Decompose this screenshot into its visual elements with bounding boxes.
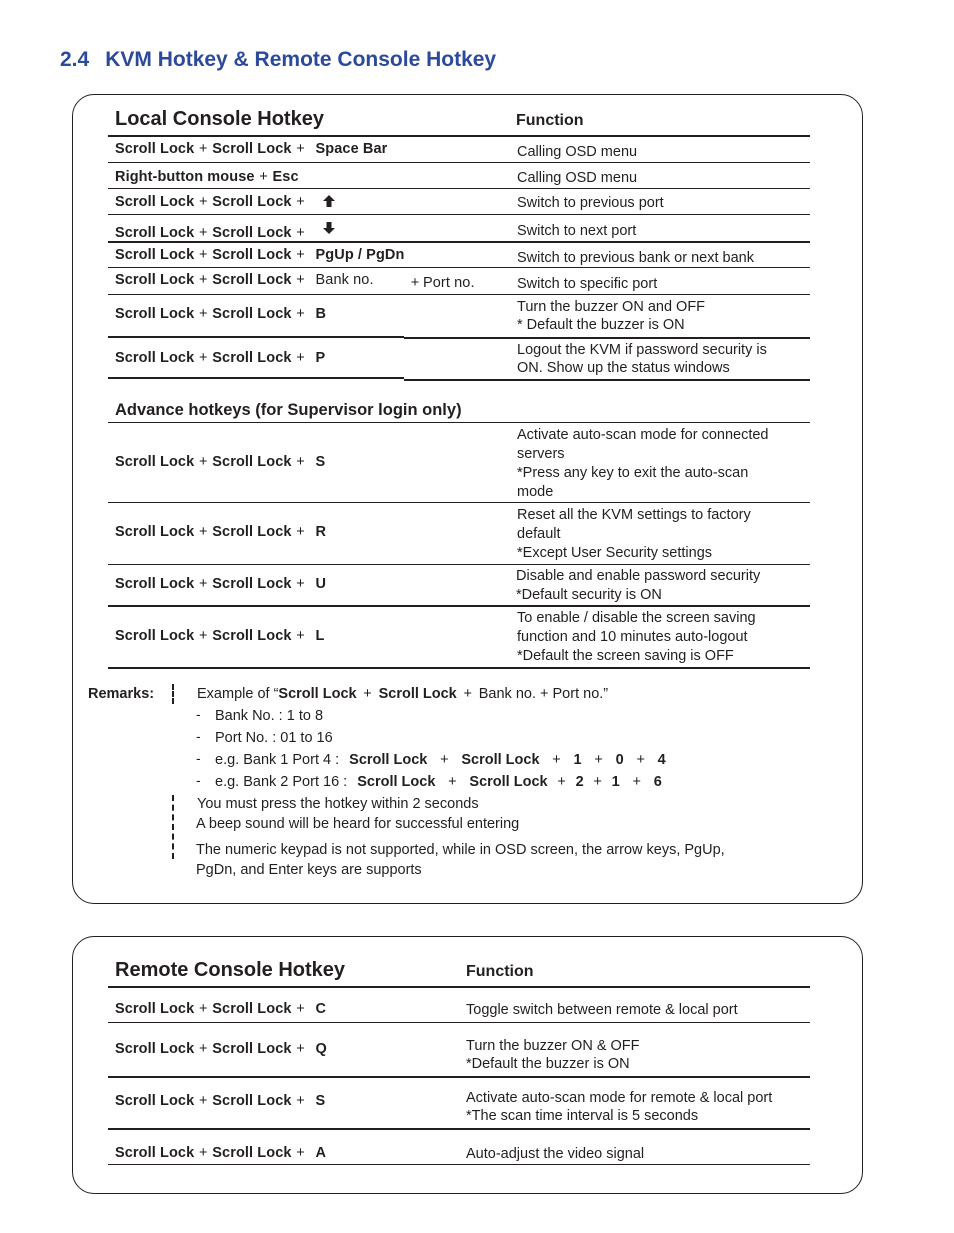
- remote-console-title: Remote Console Hotkey: [115, 959, 346, 981]
- function-text: Turn the buzzer ON & OFF *Default the buzzer is ON: [466, 1038, 640, 1072]
- row-rule: [108, 1022, 810, 1023]
- row-rule: [108, 1164, 810, 1165]
- function-text: Logout the KVM if password security is ON. Show up the status windows: [517, 342, 767, 376]
- remarks-label: Remarks:: [88, 686, 155, 702]
- row-rule: [108, 1076, 810, 1078]
- hotkey-auto-scan: Scroll Lock + Scroll Lock + S: [115, 454, 326, 470]
- hotkey-buzzer: Scroll Lock + Scroll Lock + B: [115, 306, 327, 322]
- function-text: Switch to previous port: [517, 195, 664, 211]
- row-rule: [108, 162, 810, 163]
- hotkey-next-port: Scroll Lock + Scroll Lock +: [115, 221, 336, 241]
- bullet-dash: -: [196, 750, 201, 766]
- function-text: Reset all the KVM settings to factory default *Except User Security settings: [517, 507, 751, 561]
- hotkey-remote-buzzer: Scroll Lock + Scroll Lock + Q: [115, 1041, 327, 1057]
- row-rule: [108, 422, 810, 423]
- arrow-up-icon: [322, 194, 336, 208]
- row-rule: [108, 605, 810, 607]
- local-console-title: Local Console Hotkey: [115, 108, 324, 130]
- example-bank1: e.g. Bank 1 Port 4 : Scroll Lock + Scroll Lock + 1 + 0 + 4: [215, 752, 666, 768]
- section-number: 2.4: [60, 48, 90, 71]
- hotkey-logout: Scroll Lock + Scroll Lock + P: [115, 350, 326, 366]
- bullet-dash: -: [196, 706, 201, 722]
- bullet-dash: -: [196, 772, 201, 788]
- function-text: Toggle switch between remote & local port: [466, 1002, 738, 1018]
- row-rule: [404, 337, 810, 339]
- advance-hotkeys-title: Advance hotkeys (for Supervisor login only): [115, 401, 462, 419]
- hotkey-remote-toggle: Scroll Lock + Scroll Lock + C: [115, 1001, 327, 1017]
- hotkey-specific-port: Scroll Lock + Scroll Lock + Bank no.: [115, 272, 374, 288]
- bank-range: Bank No. : 1 to 8: [215, 708, 324, 724]
- note-beep: A beep sound will be heard for successful entering: [196, 816, 520, 832]
- function-text: Switch to previous bank or next bank: [517, 250, 754, 266]
- port-no-key: + Port no.: [410, 275, 475, 291]
- hotkey-previous-port: Scroll Lock + Scroll Lock +: [115, 194, 336, 210]
- remarks-divider: [172, 684, 174, 704]
- hotkey-remote-auto-scan: Scroll Lock + Scroll Lock + S: [115, 1093, 326, 1109]
- remarks-example: Example of “Scroll Lock + Scroll Lock + Bank no. + Port no.”: [197, 686, 609, 702]
- local-function-header: Function: [516, 112, 584, 129]
- function-text: Activate auto-scan mode for connected servers *Press any key to exit the auto-scan mode: [517, 427, 769, 500]
- row-rule: [404, 379, 810, 381]
- hotkey-auto-adjust-video: Scroll Lock + Scroll Lock + A: [115, 1145, 327, 1161]
- hotkey-password-security: Scroll Lock + Scroll Lock + U: [115, 576, 327, 592]
- function-text: Calling OSD menu: [517, 144, 638, 160]
- hotkey-osd-mouse: Right-button mouse + Esc: [115, 169, 299, 185]
- function-text: Switch to next port: [517, 223, 637, 239]
- row-rule: [404, 294, 810, 295]
- function-text: Auto-adjust the video signal: [466, 1146, 645, 1162]
- row-rule: [108, 214, 810, 215]
- example-bank2: e.g. Bank 2 Port 16 : Scroll Lock + Scroll Lock + 2 + 1 + 6: [215, 774, 662, 790]
- hotkey-factory-reset: Scroll Lock + Scroll Lock + R: [115, 524, 327, 540]
- remote-function-header: Function: [466, 963, 534, 980]
- row-rule: [108, 502, 810, 503]
- row-rule: [108, 564, 810, 565]
- note-timing: You must press the hotkey within 2 seconds: [197, 796, 479, 812]
- function-text: Turn the buzzer ON and OFF * Default the buzzer is ON: [517, 299, 706, 333]
- row-rule: [108, 267, 810, 268]
- arrow-down-icon: [322, 221, 336, 235]
- row-rule: [108, 294, 404, 295]
- hotkey-screen-saving: Scroll Lock + Scroll Lock + L: [115, 628, 325, 644]
- function-text: Calling OSD menu: [517, 170, 638, 186]
- page-title: [60, 48, 496, 72]
- function-text: Disable and enable password security *Default security is ON: [516, 568, 761, 603]
- row-rule: [108, 1128, 810, 1130]
- row-rule: [108, 667, 810, 669]
- notes-divider: [172, 795, 174, 859]
- hotkey-osd-spacebar: Scroll Lock + Scroll Lock + Space Bar: [115, 141, 388, 157]
- function-text: Activate auto-scan mode for remote & local port *The scan time interval is 5 seconds: [466, 1090, 773, 1124]
- row-rule: [108, 336, 404, 338]
- function-text: Switch to specific port: [517, 276, 658, 292]
- row-rule: [108, 241, 810, 243]
- function-text: To enable / disable the screen saving function and 10 minutes auto-logout *Default the screen saving is OFF: [517, 610, 756, 664]
- row-rule: [108, 188, 810, 189]
- note-keypad: The numeric keypad is not supported, while in OSD screen, the arrow keys, PgUp, PgDn, and Enter keys are supports: [196, 842, 725, 878]
- section-title: KVM Hotkey & Remote Console Hotkey: [105, 48, 497, 71]
- row-rule: [108, 377, 404, 379]
- hotkey-bank-switch: Scroll Lock + Scroll Lock + PgUp / PgDn: [115, 247, 405, 263]
- bullet-dash: -: [196, 728, 201, 744]
- header-rule: [108, 986, 810, 988]
- header-rule: [108, 135, 810, 137]
- port-range: Port No. : 01 to 16: [215, 730, 333, 746]
